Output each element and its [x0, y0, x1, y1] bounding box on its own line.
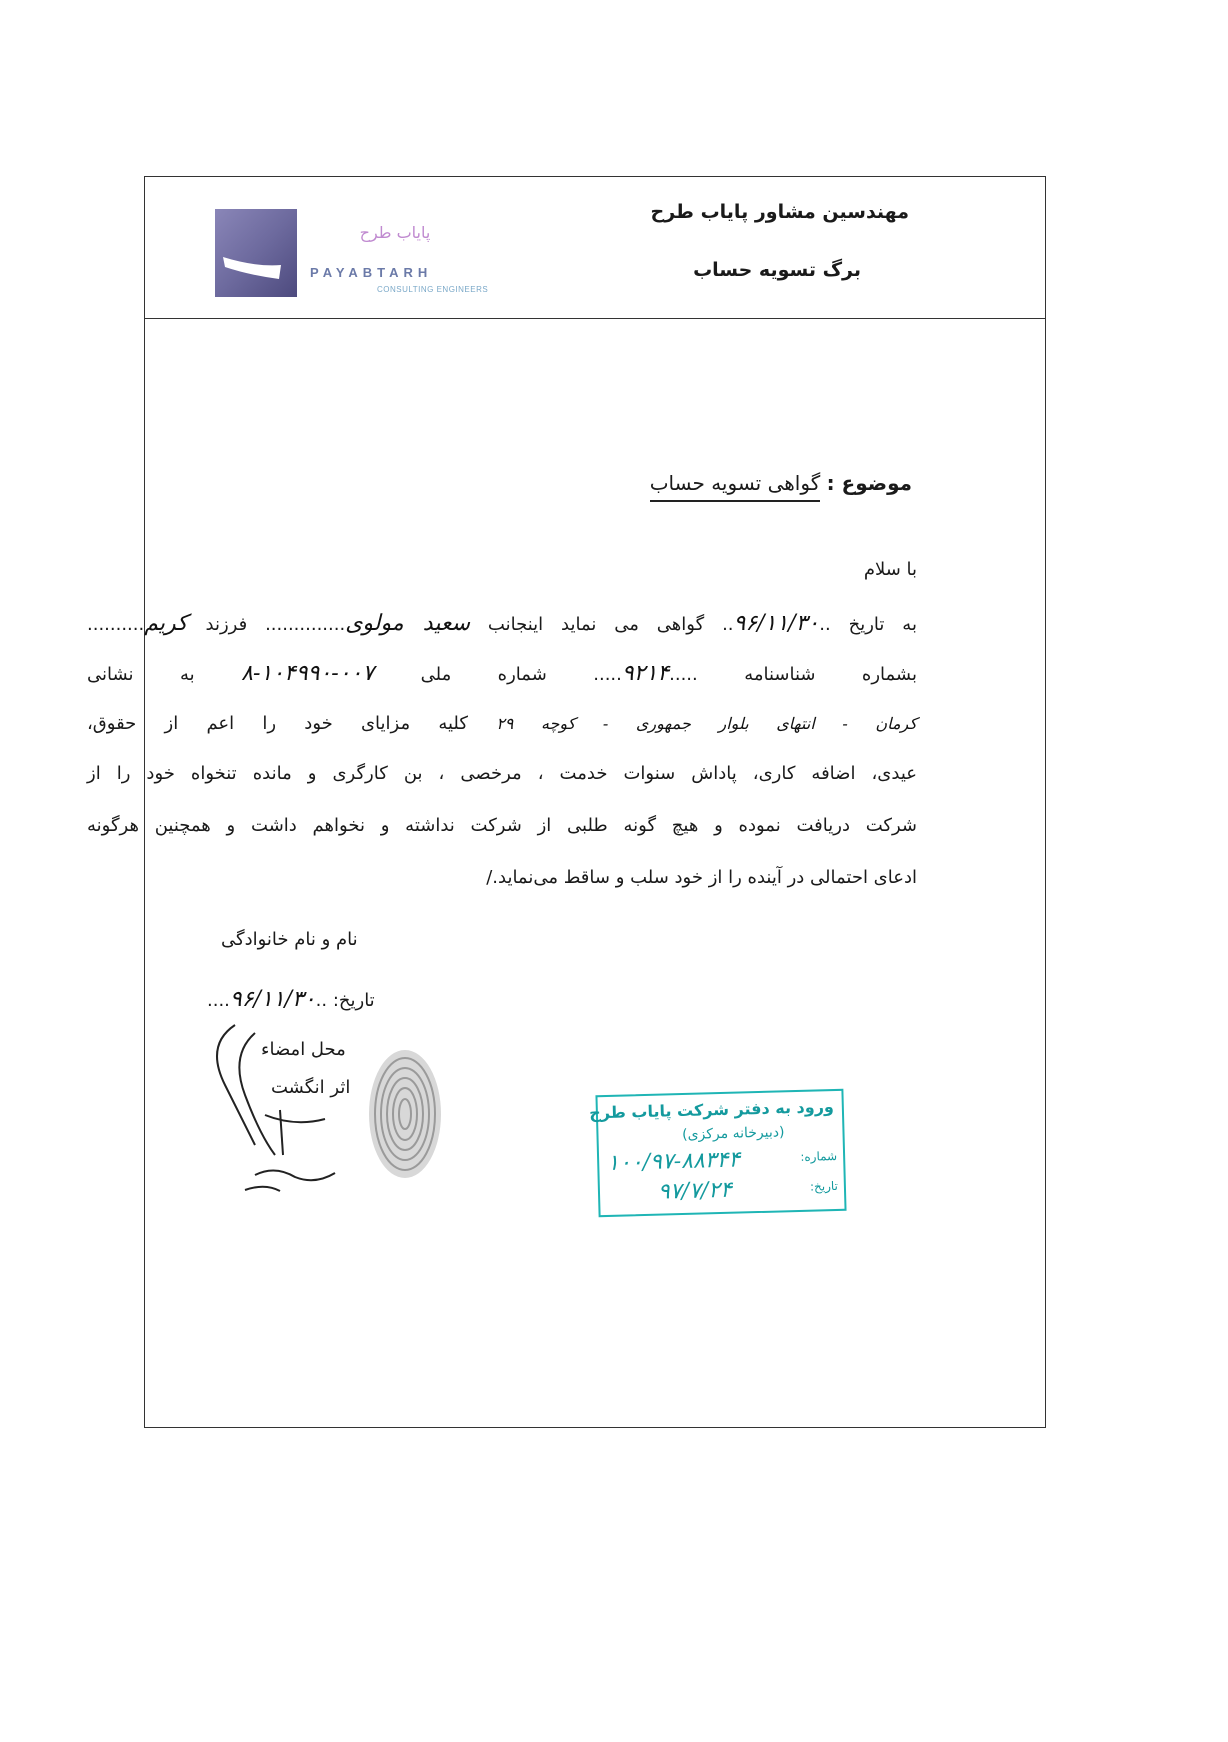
form-title: برگ تسویه حساب: [693, 259, 861, 281]
handwritten-name: سعید مولوی: [345, 611, 471, 636]
stamp-date-value: ۹۷/۷/۲۴: [657, 1177, 733, 1205]
handwritten-signature-date: ۹۶/۱۱/۳۰: [229, 987, 316, 1012]
logo-persian-text: پایاب طرح: [359, 223, 431, 242]
handwritten-address: کرمان - انتهای بلوار جمهوری - کوچه ۲۹: [496, 714, 917, 733]
signature-date: تاریخ: ..۹۶/۱۱/۳۰....: [207, 987, 375, 1012]
signature-date-label: تاریخ:: [332, 990, 375, 1011]
logo-latin-text: PAYABTARH: [310, 265, 433, 280]
body-line-4: عیدی، اضافه کاری، پاداش سنوات خدمت ، مرخصی ، بن کارگری و مانده تنخواه خود را از: [87, 763, 917, 784]
handwritten-date: ۹۶/۱۱/۳۰: [733, 611, 820, 636]
company-logo-icon: [215, 209, 297, 297]
body-line-6: ادعای احتمالی در آینده را از خود سلب و ساقط می‌نماید./: [486, 867, 917, 888]
stamp-number-value: ۱۰۰/۹۷-۸۸۳۴۴: [606, 1147, 741, 1176]
national-id-label: شماره ملی: [420, 664, 547, 685]
greeting: با سلام: [863, 559, 917, 580]
body-line-2: بشماره شناسنامه .....۹۲۱۴..... شماره ملی ۰۰۷-۱۰۴۹۹۰-۸ به نشانی: [87, 661, 917, 686]
certify-text: گواهی می نماید اینجانب: [487, 614, 705, 635]
registry-stamp: [589, 1089, 846, 1217]
handwritten-father-name: کریم: [144, 611, 188, 636]
id-label: بشماره شناسنامه: [744, 664, 917, 685]
body-line-3: [87, 713, 917, 734]
date-prefix: به تاریخ: [848, 614, 917, 635]
company-name: مهندسین مشاور پایاب طرح: [650, 201, 909, 223]
subject-value: گواهی تسویه حساب: [650, 471, 821, 502]
stamp-number-label: شماره:: [800, 1148, 838, 1164]
full-name-label: نام و نام خانوادگی: [221, 929, 358, 950]
subject-label: موضوع :: [826, 471, 912, 495]
body-line-1: به تاریخ ..۹۶/۱۱/۳۰.. گواهی می نماید اینجانب سعید مولوی.............. فرزند کریم..........: [87, 611, 917, 636]
subject-line: [650, 471, 912, 495]
body-line-5: شرکت دریافت نموده و هیچ گونه طلبی از شرکت نداشته و نخواهم داشت و همچنین هرگونه: [87, 815, 917, 836]
stamp-title: ورود به دفتر شرکت پایاب طرح: [589, 1097, 835, 1123]
handwritten-signature-icon: [185, 1015, 355, 1205]
document-frame: [87, 176, 1046, 1428]
handwritten-national-id: ۰۰۷-۱۰۴۹۹۰-۸: [241, 661, 375, 686]
stamp-date-label: تاریخ:: [809, 1178, 839, 1194]
address-label: به نشانی: [87, 664, 195, 685]
benefits-text: کلیه مزایای خود را اعم از حقوق،: [87, 713, 468, 734]
letterhead: [145, 177, 1045, 319]
father-label: فرزند: [205, 614, 248, 635]
stamp-subtitle: (دبیرخانه مرکزی): [681, 1124, 785, 1144]
logo-subtitle: CONSULTING ENGINEERS: [377, 285, 489, 294]
signature-place-label: محل امضاء: [261, 1039, 346, 1060]
fingerprint-icon: [365, 1045, 445, 1183]
fingerprint-label: اثر انگشت: [271, 1077, 351, 1098]
handwritten-id-number: ۹۲۱۴: [621, 661, 670, 686]
